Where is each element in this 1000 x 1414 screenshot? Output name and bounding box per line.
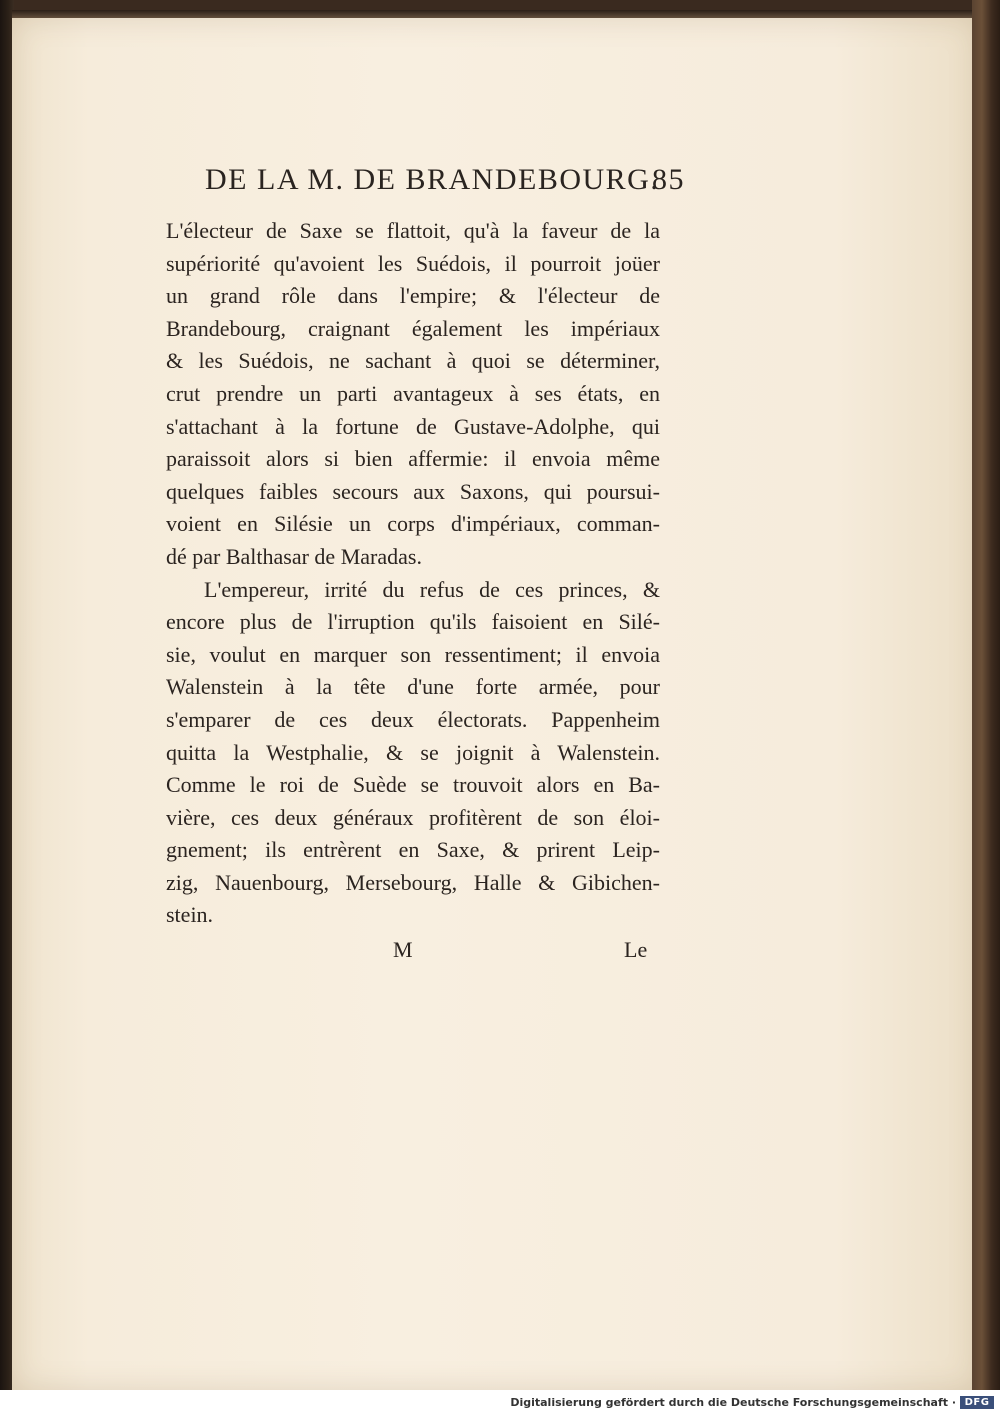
- text-line: dé par Balthasar de Maradas.: [166, 543, 422, 569]
- text-line: Comme le roi de Suède se trouvoit alors en Ba-: [166, 772, 660, 798]
- text-line: paraissoit alors si bien affermie: il envoia même: [166, 446, 660, 472]
- text-line: L'empereur, irrité du refus de ces princes, &: [204, 576, 660, 602]
- text-line: Brandebourg, craignant également les impériaux: [166, 315, 660, 341]
- paragraph-1: [166, 215, 660, 574]
- book-right-edge: [972, 0, 1000, 1390]
- text-line: s'attachant à la fortune de Gustave-Adolphe, qui: [166, 413, 660, 439]
- text-line: encore plus de l'irruption qu'ils faisoient en Silé-: [166, 609, 660, 635]
- text-line: un grand rôle dans l'empire; & l'électeur de: [166, 283, 660, 309]
- running-title: DE LA M. DE BRANDEBOURG.: [205, 163, 660, 196]
- catchword: Le: [624, 937, 648, 962]
- text-line: s'emparer de ces deux électorats. Pappenheim: [166, 706, 660, 732]
- text-line: Walenstein à la tête d'une forte armée, pour: [166, 674, 660, 700]
- running-head: [205, 163, 685, 203]
- text-line: & les Suédois, ne sachant à quoi se déterminer,: [166, 348, 660, 374]
- text-line: zig, Nauenbourg, Mersebourg, Halle & Gibichen-: [166, 869, 660, 895]
- page-number: 85: [652, 163, 685, 196]
- text-line: stein.: [166, 902, 214, 928]
- signature-mark: M: [393, 937, 413, 962]
- main-text: [166, 215, 660, 932]
- text-line: gnement; ils entrèrent en Saxe, & prirent Leip-: [166, 837, 660, 863]
- text-line: voient en Silésie un corps d'impériaux, comman-: [166, 511, 660, 537]
- paragraph-2: [166, 574, 660, 933]
- text-line: crut prendre un parti avantageux à ses états, en: [166, 380, 660, 406]
- text-line: quelques faibles secours aux Saxons, qui poursui-: [166, 478, 660, 504]
- text-line: sie, voulut en marquer son ressentiment; il envoia: [166, 641, 660, 667]
- dfg-logo: DFG: [960, 1396, 994, 1409]
- text-line: supériorité qu'avoient les Suédois, il pourroit joüer: [166, 250, 660, 276]
- text-line: vière, ces deux généraux profitèrent de son éloi-: [166, 804, 660, 830]
- credit-text: Digitalisierung gefördert durch die Deutsche Forschungsgemeinschaft ·: [510, 1396, 956, 1409]
- text-line: quitta la Westphalie, & se joignit à Walenstein.: [166, 739, 660, 765]
- text-line: L'électeur de Saxe se flattoit, qu'à la faveur de la: [166, 218, 660, 243]
